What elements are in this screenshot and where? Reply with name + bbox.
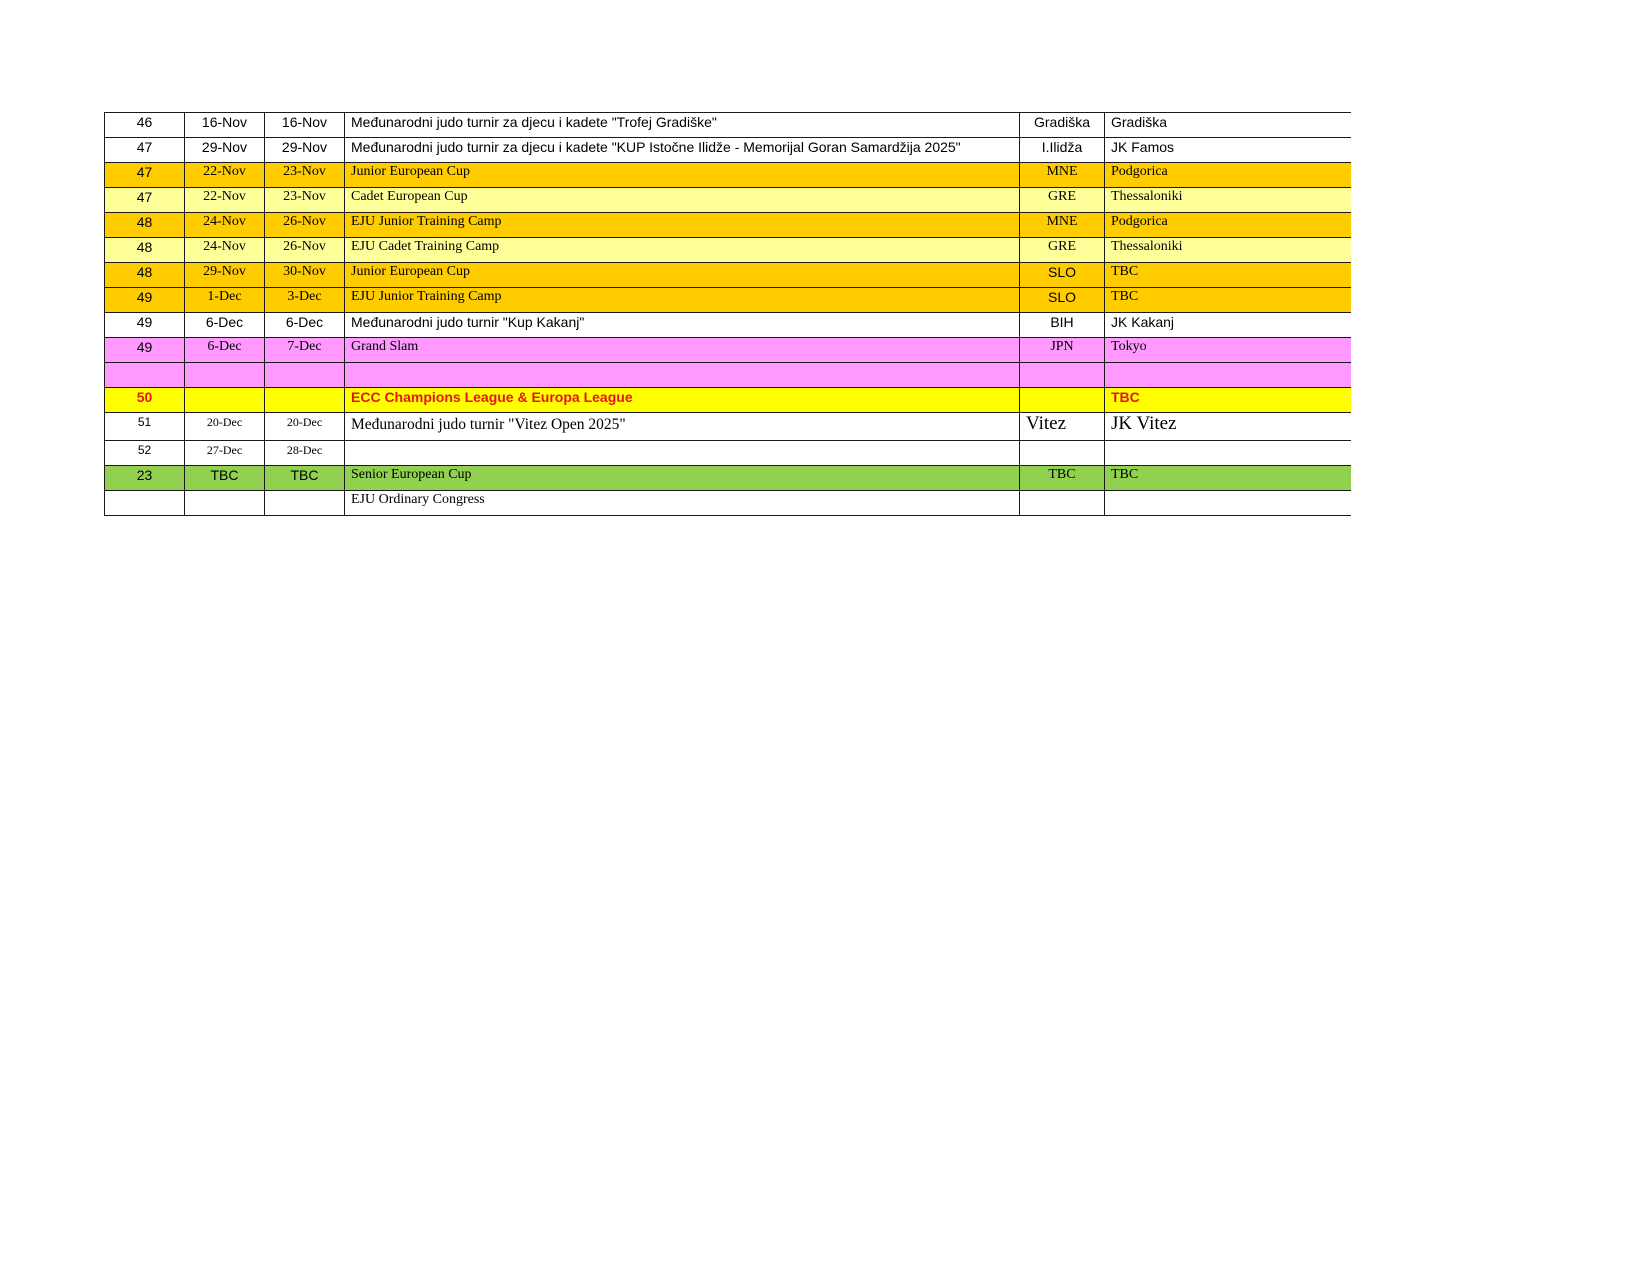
- table-row: [105, 138, 1351, 163]
- end-date-cell: 16-Nov: [265, 113, 345, 138]
- start-date-cell: 24-Nov: [185, 213, 265, 238]
- table-row: [105, 466, 1351, 491]
- country-cell: GRE: [1020, 188, 1105, 213]
- event-name-cell: Međunarodni judo turnir "Kup Kakanj": [345, 313, 1020, 338]
- start-date-cell: [185, 491, 265, 516]
- city-cell: Thessaloniki: [1105, 238, 1351, 263]
- end-date-cell: 3-Dec: [265, 288, 345, 313]
- week-cell: 48: [105, 263, 185, 288]
- week-cell: 49: [105, 338, 185, 363]
- table-row: [105, 213, 1351, 238]
- end-date-cell: 20-Dec: [265, 413, 345, 441]
- event-name-cell: [345, 363, 1020, 388]
- week-cell: 52: [105, 441, 185, 466]
- city-cell: [1105, 441, 1351, 466]
- start-date-cell: 20-Dec: [185, 413, 265, 441]
- country-cell: MNE: [1020, 213, 1105, 238]
- city-cell: Podgorica: [1105, 213, 1351, 238]
- country-cell: BIH: [1020, 313, 1105, 338]
- end-date-cell: 28-Dec: [265, 441, 345, 466]
- start-date-cell: [185, 363, 265, 388]
- end-date-cell: [265, 363, 345, 388]
- event-name-cell: Međunarodni judo turnir za djecu i kadete "Trofej Gradiške": [345, 113, 1020, 138]
- start-date-cell: 6-Dec: [185, 313, 265, 338]
- table-row: [105, 238, 1351, 263]
- start-date-cell: 24-Nov: [185, 238, 265, 263]
- city-cell: Tokyo: [1105, 338, 1351, 363]
- table-row: [105, 363, 1351, 388]
- country-cell: TBC: [1020, 466, 1105, 491]
- city-cell: TBC: [1105, 288, 1351, 313]
- end-date-cell: 29-Nov: [265, 138, 345, 163]
- week-cell: 46: [105, 113, 185, 138]
- week-cell: 49: [105, 288, 185, 313]
- table-row: [105, 163, 1351, 188]
- week-cell: [105, 363, 185, 388]
- start-date-cell: 29-Nov: [185, 138, 265, 163]
- week-cell: 47: [105, 188, 185, 213]
- country-cell: GRE: [1020, 238, 1105, 263]
- event-name-cell: Grand Slam: [345, 338, 1020, 363]
- end-date-cell: 23-Nov: [265, 163, 345, 188]
- end-date-cell: 30-Nov: [265, 263, 345, 288]
- country-cell: [1020, 441, 1105, 466]
- week-cell: 23: [105, 466, 185, 491]
- city-cell: JK Kakanj: [1105, 313, 1351, 338]
- table-row: [105, 188, 1351, 213]
- end-date-cell: 7-Dec: [265, 338, 345, 363]
- week-cell: 50: [105, 388, 185, 413]
- event-name-cell: EJU Junior Training Camp: [345, 213, 1020, 238]
- event-calendar-sheet: [104, 112, 1350, 516]
- week-cell: 49: [105, 313, 185, 338]
- table-row: [105, 338, 1351, 363]
- start-date-cell: 22-Nov: [185, 163, 265, 188]
- end-date-cell: [265, 491, 345, 516]
- country-cell: Vitez: [1020, 413, 1105, 441]
- event-name-cell: Međunarodni judo turnir "Vitez Open 2025": [345, 413, 1020, 441]
- week-cell: 47: [105, 163, 185, 188]
- end-date-cell: TBC: [265, 466, 345, 491]
- end-date-cell: 26-Nov: [265, 238, 345, 263]
- country-cell: MNE: [1020, 163, 1105, 188]
- country-cell: I.Ilidža: [1020, 138, 1105, 163]
- country-cell: JPN: [1020, 338, 1105, 363]
- start-date-cell: 22-Nov: [185, 188, 265, 213]
- end-date-cell: [265, 388, 345, 413]
- week-cell: 48: [105, 213, 185, 238]
- country-cell: [1020, 363, 1105, 388]
- country-cell: [1020, 491, 1105, 516]
- city-cell: Podgorica: [1105, 163, 1351, 188]
- city-cell: JK Vitez: [1105, 413, 1351, 441]
- week-cell: 48: [105, 238, 185, 263]
- table-row: [105, 313, 1351, 338]
- table-row: [105, 263, 1351, 288]
- week-cell: 51: [105, 413, 185, 441]
- week-cell: [105, 491, 185, 516]
- start-date-cell: 29-Nov: [185, 263, 265, 288]
- event-name-cell: EJU Junior Training Camp: [345, 288, 1020, 313]
- end-date-cell: 23-Nov: [265, 188, 345, 213]
- city-cell: [1105, 491, 1351, 516]
- country-cell: SLO: [1020, 263, 1105, 288]
- event-name-cell: Cadet European Cup: [345, 188, 1020, 213]
- event-name-cell: EJU Ordinary Congress: [345, 491, 1020, 516]
- table-row: [105, 113, 1351, 138]
- week-cell: 47: [105, 138, 185, 163]
- start-date-cell: TBC: [185, 466, 265, 491]
- event-name-cell: [345, 441, 1020, 466]
- start-date-cell: 16-Nov: [185, 113, 265, 138]
- city-cell: Thessaloniki: [1105, 188, 1351, 213]
- end-date-cell: 26-Nov: [265, 213, 345, 238]
- table-row: [105, 388, 1351, 413]
- city-cell: JK Famos: [1105, 138, 1351, 163]
- table-row: [105, 288, 1351, 313]
- event-name-cell: ECC Champions League & Europa League: [345, 388, 1020, 413]
- country-cell: Gradiška: [1020, 113, 1105, 138]
- city-cell: TBC: [1105, 263, 1351, 288]
- table-row: [105, 441, 1351, 466]
- event-name-cell: EJU Cadet Training Camp: [345, 238, 1020, 263]
- end-date-cell: 6-Dec: [265, 313, 345, 338]
- event-name-cell: Senior European Cup: [345, 466, 1020, 491]
- start-date-cell: 1-Dec: [185, 288, 265, 313]
- event-name-cell: Međunarodni judo turnir za djecu i kadete "KUP Istočne Ilidže - Memorijal Goran Samardžija 2025": [345, 138, 1020, 163]
- city-cell: Gradiška: [1105, 113, 1351, 138]
- event-name-cell: Junior European Cup: [345, 263, 1020, 288]
- city-cell: TBC: [1105, 466, 1351, 491]
- start-date-cell: 27-Dec: [185, 441, 265, 466]
- event-calendar-table: [104, 112, 1351, 516]
- city-cell: TBC: [1105, 388, 1351, 413]
- start-date-cell: [185, 388, 265, 413]
- table-row: [105, 491, 1351, 516]
- city-cell: [1105, 363, 1351, 388]
- table-row: [105, 413, 1351, 441]
- country-cell: SLO: [1020, 288, 1105, 313]
- event-name-cell: Junior European Cup: [345, 163, 1020, 188]
- country-cell: [1020, 388, 1105, 413]
- start-date-cell: 6-Dec: [185, 338, 265, 363]
